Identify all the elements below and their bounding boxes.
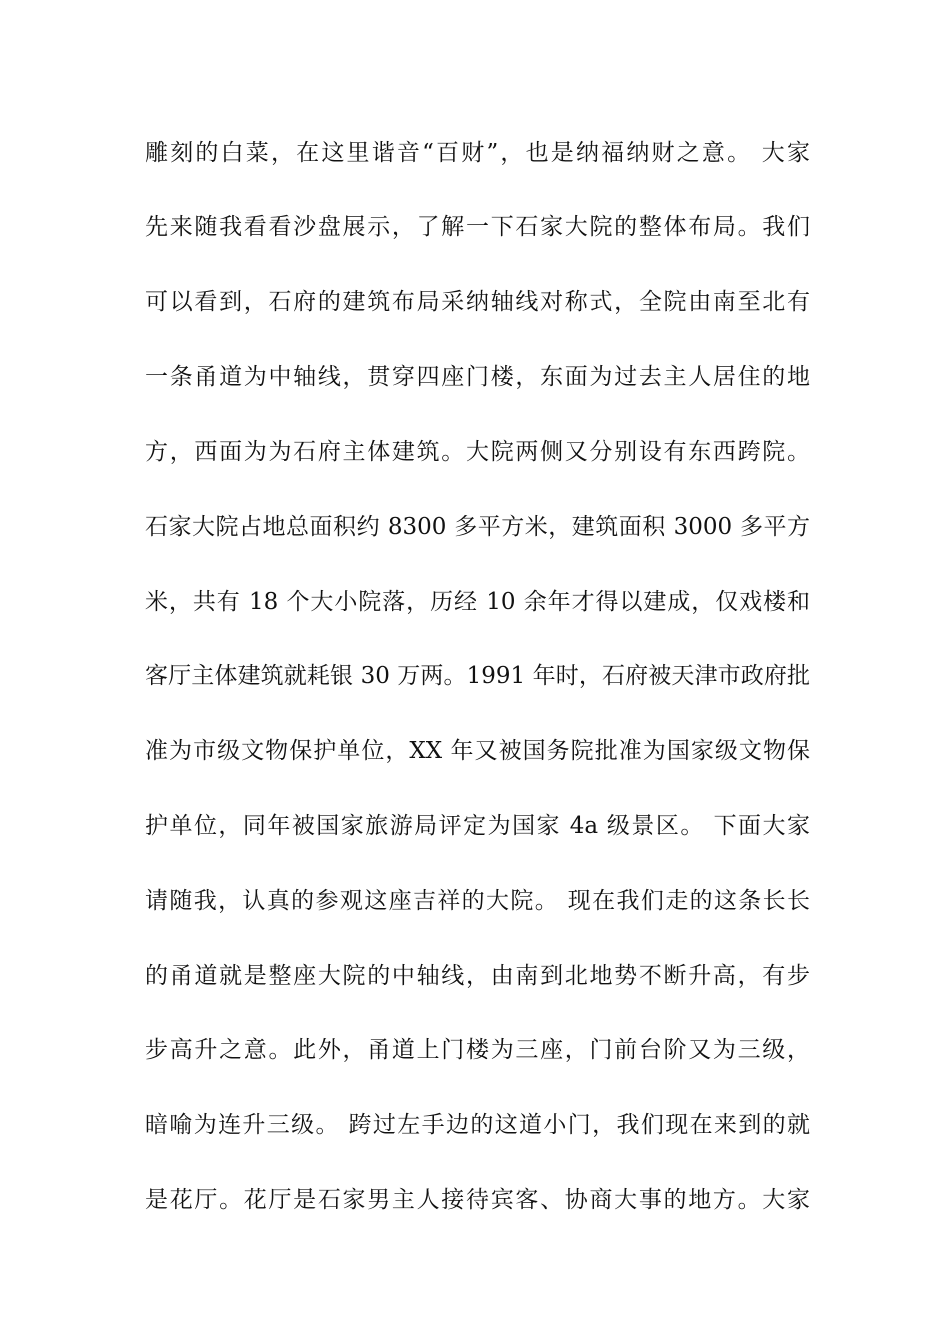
text-line: 准为市级文物保护单位，XX 年又被国务院批准为国家级文物保	[145, 738, 810, 764]
text-line: 先来随我看看沙盘展示，了解一下石家大院的整体布局。我们	[145, 214, 810, 240]
text-line: 客厅主体建筑就耗银 30 万两。1991 年时，石府被天津市政府批	[145, 663, 810, 689]
text-line: 步高升之意。此外，甬道上门楼为三座，门前台阶又为三级，	[145, 1037, 810, 1063]
text-line: 石家大院占地总面积约 8300 多平方米，建筑面积 3000 多平方	[145, 514, 810, 540]
text-line: 米，共有 18 个大小院落，历经 10 余年才得以建成，仅戏楼和	[145, 589, 810, 615]
text-line: 护单位，同年被国家旅游局评定为国家 4a 级景区。 下面大家	[145, 813, 810, 839]
text-line: 方，西面为为石府主体建筑。大院两侧又分别设有东西跨院。	[145, 439, 810, 465]
text-line: 可以看到，石府的建筑布局采纳轴线对称式，全院由南至北有	[145, 289, 810, 315]
text-line: 雕刻的白菜，在这里谐音“百财”，也是纳福纳财之意。 大家	[145, 140, 810, 166]
text-line: 的甬道就是整座大院的中轴线，由南到北地势不断升高，有步	[145, 963, 810, 989]
text-line: 请随我，认真的参观这座吉祥的大院。 现在我们走的这条长长	[145, 888, 810, 914]
text-line: 一条甬道为中轴线，贯穿四座门楼，东面为过去主人居住的地	[145, 364, 810, 390]
text-line: 暗喻为连升三级。 跨过左手边的这道小门，我们现在来到的就	[145, 1112, 810, 1138]
text-line: 是花厅。花厅是石家男主人接待宾客、协商大事的地方。大家	[145, 1187, 810, 1213]
